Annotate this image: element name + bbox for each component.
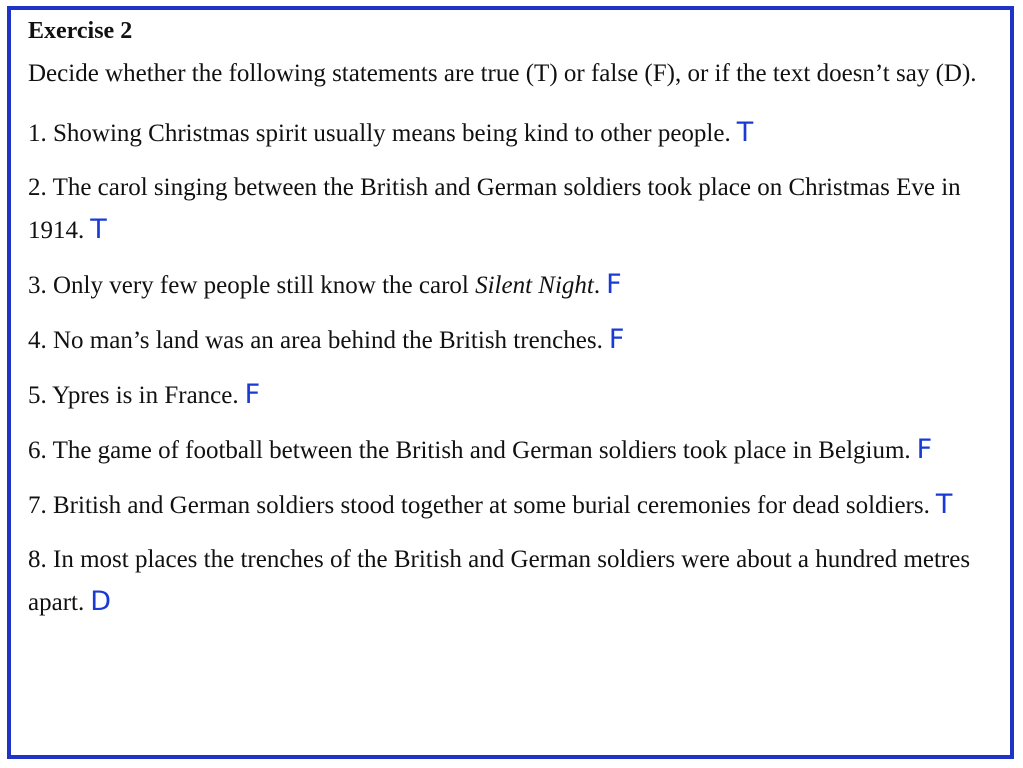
statement-number: 2. [28, 174, 47, 201]
handwritten-answer: F [916, 434, 933, 465]
handwritten-answer: D [90, 586, 112, 617]
statement-text: Ypres is in France. [52, 382, 239, 409]
handwritten-answer: T [736, 117, 754, 148]
statement-number: 1. [28, 120, 47, 147]
statement-number: 3. [28, 272, 47, 299]
statement-7 [28, 484, 978, 527]
exercise-instructions: Decide whether the following statements are true (T) or false (F), or if the text doesn’t say (D). [28, 60, 977, 87]
statement-3 [28, 264, 978, 307]
handwritten-answer: F [608, 324, 625, 355]
statement-text: In most places the trenches of the British and German soldiers were about a hundred metres apart. [28, 546, 971, 616]
handwritten-answer: F [244, 379, 261, 410]
statement-5 [28, 374, 978, 417]
statement-number: 5. [28, 382, 47, 409]
statement-text: No man’s land was an area behind the British trenches. [53, 327, 603, 354]
statement-2 [28, 167, 978, 252]
statement-8 [28, 539, 978, 624]
statement-number: 6. [28, 437, 47, 464]
handwritten-answer: T [90, 214, 107, 245]
statement-text: British and German soldiers stood together at some burial ceremonies for dead soldiers. [53, 492, 930, 519]
statement-text: The carol singing between the British and German soldiers took place on Christmas Eve in 1914. [28, 174, 961, 244]
exercise-title: Exercise 2 [28, 18, 133, 44]
handwritten-answer: F [606, 269, 622, 300]
statement-6 [28, 429, 978, 472]
statement-text: The game of football between the British and German soldiers took place in Belgium. [52, 437, 911, 464]
statement-list [28, 112, 978, 624]
statement-text-end: . [593, 272, 601, 299]
statement-number: 4. [28, 327, 47, 354]
carol-title: Silent Night [475, 272, 594, 299]
handwritten-answer: T [935, 489, 953, 520]
statement-text: Showing Christmas spirit usually means being kind to other people. [53, 120, 731, 147]
statement-1 [28, 112, 978, 155]
statement-text: Only very few people still know the carol [53, 272, 476, 299]
statement-4 [28, 319, 978, 362]
exercise-content [28, 16, 978, 636]
statement-number: 7. [28, 492, 47, 519]
statement-number: 8. [28, 546, 47, 573]
